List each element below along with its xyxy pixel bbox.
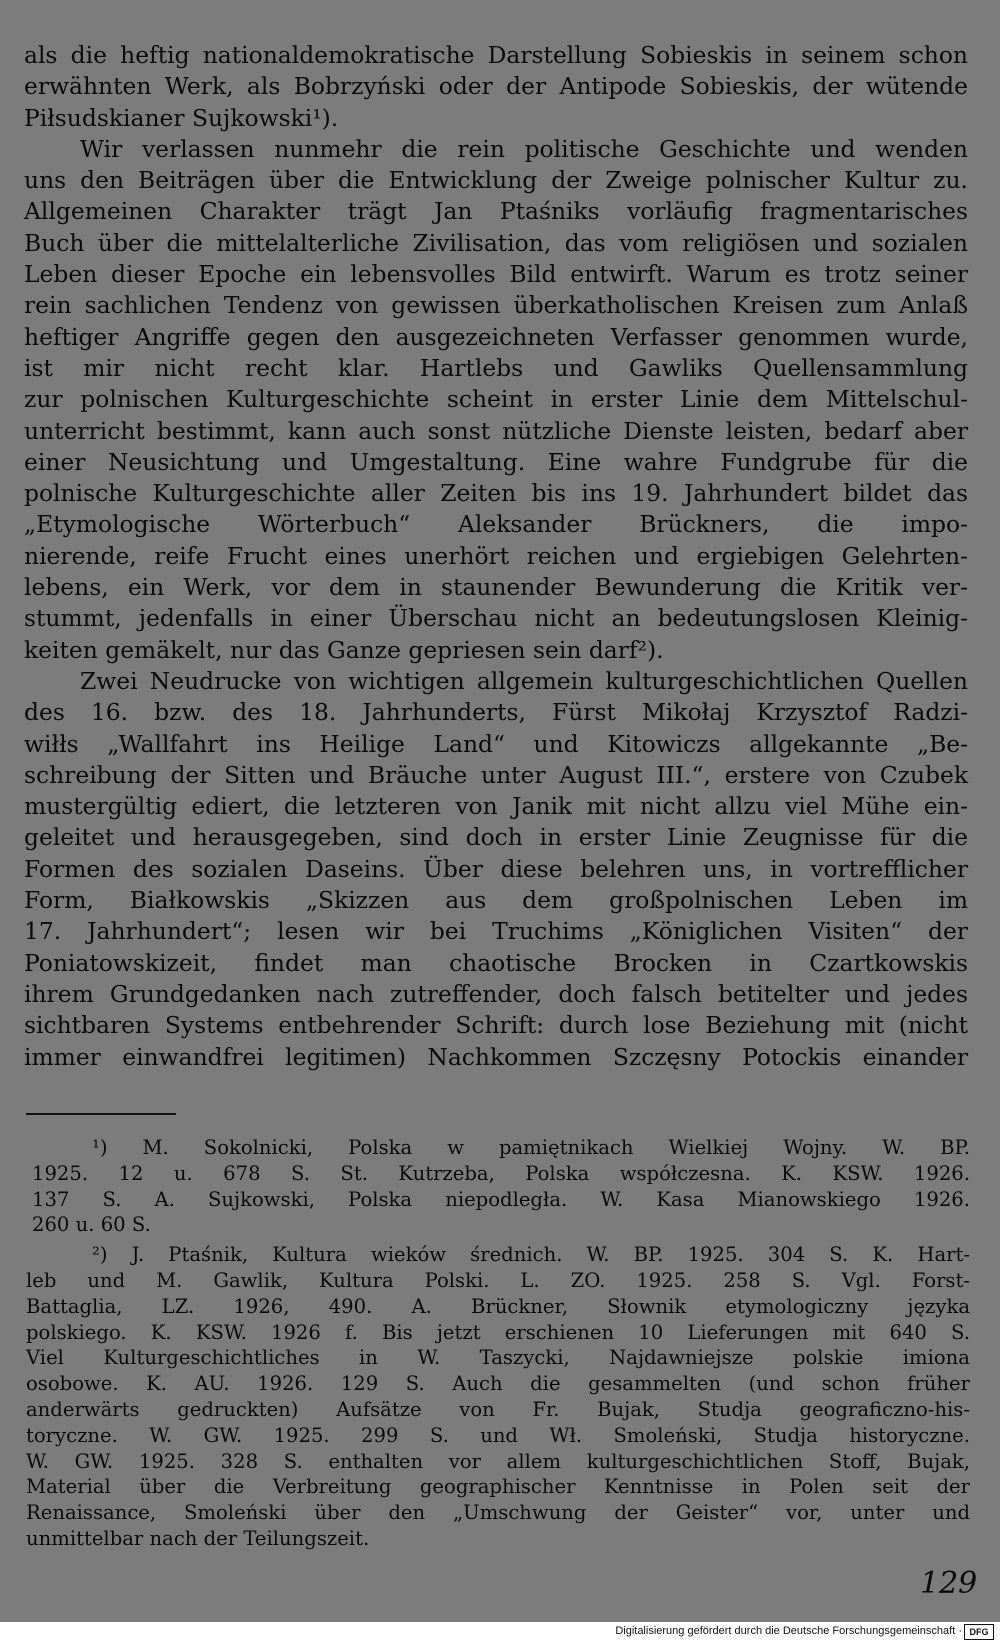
funding-credit: Digitalisierung gefördert durch die Deutsche Forschungsgemeinschaft · [615, 1625, 962, 1637]
text-line: Buch über die mittelalterliche Zivilisation, das vom religiösen und sozialen [24, 228, 968, 257]
text-line: Formen des sozialen Daseins. Über diese belehren uns, in vortrefflicher [24, 854, 968, 883]
footnotes [26, 1135, 970, 1552]
text-line: immer einwandfrei legitimen) Nachkommen Szczęsny Potockis einander [24, 1042, 968, 1071]
text-line: stummt, jedenfalls in einer Überschau nicht an bedeutungslosen Kleinig- [24, 604, 968, 633]
text-line: Form, Białkowskis „Skizzen aus dem großpolnischen Leben im [24, 886, 968, 915]
footnote-line: ¹) M. Sokolnicki, Polska w pamiętnikach Wielkiej Wojny. W. BP. [92, 1136, 970, 1159]
text-line: Allgemeinen Charakter trägt Jan Ptaśniks vorläufig fragmentarisches [24, 197, 968, 226]
text-line: wiłłs „Wallfahrt ins Heilige Land“ und Kitowiczs allgekannte „Be- [24, 729, 968, 758]
text-line: des 16. bzw. des 18. Jahrhunderts, Fürst Mikołaj Krzysztof Radzi- [24, 698, 968, 727]
footnote-line: 137 S. A. Sujkowski, Polska niepodległa. W. Kasa Mianowskiego 1926. [32, 1187, 970, 1211]
dfg-logo-icon: DFG [964, 1624, 994, 1640]
text-line: ihrem Grundgedanken nach zutreffender, doch falsch betitelter und jedes [24, 979, 968, 1008]
text-line: lebens, ein Werk, vor dem in staunender Bewunderung die Kritik ver- [24, 573, 968, 602]
digitization-footer [0, 1622, 1000, 1642]
text-line: als die heftig nationaldemokratische Darstellung Sobieskis in seinem schon [24, 41, 968, 69]
text-line: zur polnischen Kulturgeschichte scheint in erster Linie dem Mittelschul- [24, 385, 968, 414]
footnote-line: polskiego. K. KSW. 1926 f. Bis jetzt erschienen 10 Lieferungen mit 640 S. [26, 1320, 970, 1344]
text-line: ist mir nicht recht klar. Hartlebs und Gawliks Quellensammlung [24, 353, 968, 382]
text-line: erwähnten Werk, als Bobrzyński oder der Antipode Sobieskis, der wütende [24, 72, 968, 101]
footnote-line: 260 u. 60 S. [32, 1213, 151, 1237]
body-text [24, 40, 968, 1073]
text-line: schreibung der Sitten und Bräuche unter August III.“, erstere von Czubek [24, 760, 968, 789]
text-line: sichtbaren Systems entbehrender Schrift: durch lose Beziehung mit (nicht [24, 1011, 968, 1040]
text-line: geleitet und herausgegeben, sind doch in erster Linie Zeugnisse für die [24, 823, 968, 852]
footnote-line: osobowe. K. AU. 1926. 129 S. Auch die gesammelten (und schon früher [26, 1372, 970, 1396]
text-line: keiten gemäkelt, nur das Ganze gepriesen sein darf²). [24, 635, 664, 664]
text-line: unterricht bestimmt, kann auch sonst nützliche Dienste leisten, bedarf aber [24, 416, 968, 445]
text-line: einer Neusichtung und Umgestaltung. Eine wahre Fundgrube für die [24, 447, 968, 476]
footnote-line: anderwärts gedruckten) Aufsätze von Fr. Bujak, Studja geograficzno-his- [26, 1397, 970, 1421]
text-line: 17. Jahrhundert“; lesen wir bei Truchims „Königlichen Visiten“ der [24, 917, 968, 946]
footnote-line: leb und M. Gawlik, Kultura Polski. L. ZO. 1925. 258 S. Vgl. Forst- [26, 1268, 970, 1292]
footnote-line: Battaglia, LZ. 1926, 490. A. Brückner, Słownik etymologiczny języka [26, 1294, 970, 1318]
text-line: nierende, reife Frucht eines unerhört reichen und ergiebigen Gelehrten- [24, 541, 968, 570]
text-line: heftiger Angriffe gegen den ausgezeichneten Verfasser genommen wurde, [24, 322, 968, 351]
text-line: „Etymologische Wörterbuch“ Aleksander Brückners, die impo- [24, 510, 968, 539]
text-line: polnische Kulturgeschichte aller Zeiten bis ins 19. Jahrhundert bildet das [24, 479, 968, 508]
footnote-line: Renaissance, Smoleński über den „Umschwung der Geister“ vor, unter und [26, 1501, 970, 1525]
footnote-separator [26, 1113, 176, 1115]
text-line: Wir verlassen nunmehr die rein politische Geschichte und wenden [80, 134, 968, 163]
footnote-line: ²) J. Ptaśnik, Kultura wieków średnich. W. BP. 1925. 304 S. K. Hart- [92, 1243, 970, 1267]
footnote-line: 1925. 12 u. 678 S. St. Kutrzeba, Polska współczesna. K. KSW. 1926. [32, 1161, 970, 1185]
text-line: mustergültig ediert, die letzteren von Janik mit nicht allzu viel Mühe ein- [24, 792, 968, 821]
text-line: uns den Beiträgen über die Entwicklung der Zweige polnischer Kultur zu. [24, 166, 968, 195]
footnote-line: unmittelbar nach der Teilungszeit. [26, 1526, 370, 1550]
footnote-line: Viel Kulturgeschichtliches in W. Taszycki, Najdawniejsze polskie imiona [26, 1346, 970, 1370]
footnote-line: W. GW. 1925. 328 S. enthalten vor allem kulturgeschichtlichen Stoff, Bujak, [26, 1449, 970, 1473]
text-line: Zwei Neudrucke von wichtigen allgemein kulturgeschichtlichen Quellen [80, 666, 968, 695]
page-number: 129 [920, 1566, 978, 1601]
text-line: rein sachlichen Tendenz von gewissen überkatholischen Kreisen zum Anlaß [24, 291, 968, 320]
text-line: Leben dieser Epoche ein lebensvolles Bild entwirft. Warum es trotz seiner [24, 260, 968, 289]
footnote-line: Material über die Verbreitung geographischer Kenntnisse in Polen seit der [26, 1475, 970, 1499]
text-line: Piłsudskianer Sujkowski¹). [24, 103, 339, 132]
footnote-line: toryczne. W. GW. 1925. 299 S. und Wł. Smoleński, Studja historyczne. [26, 1423, 970, 1447]
text-line: Poniatowskizeit, findet man chaotische Brocken in Czartkowskis [24, 948, 968, 977]
